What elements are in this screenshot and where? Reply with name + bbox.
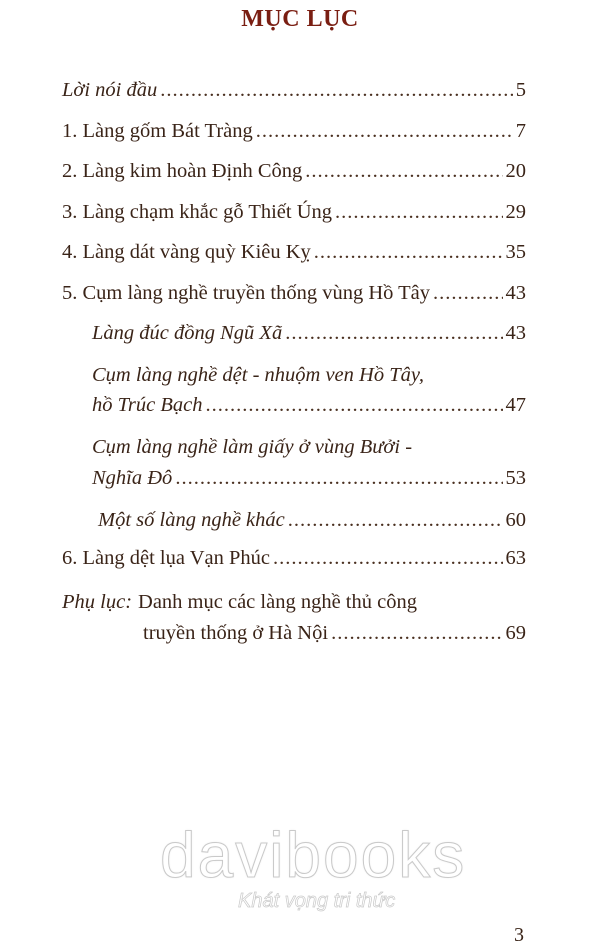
dot-leader — [256, 118, 513, 144]
toc-subentry-det-nhuom — [92, 362, 526, 418]
dot-leader — [433, 280, 502, 306]
toc-page-number: 35 — [505, 241, 526, 263]
toc-entry-title: 6. Làng dệt lụa Vạn Phúc — [62, 547, 270, 569]
appendix-label: Phụ lục: — [62, 591, 133, 613]
toc-page-number: 47 — [505, 394, 526, 416]
toc-entry-bat-trang — [62, 118, 526, 144]
toc-page-number: 5 — [515, 79, 526, 101]
toc-line — [98, 507, 526, 533]
toc-line-1 — [92, 362, 526, 388]
toc-entry-title-line1: Cụm làng nghề làm giấy ở vùng Bưởi - — [92, 436, 413, 458]
toc-subentry-khac — [98, 507, 526, 533]
toc-entry-title: 1. Làng gốm Bát Tràng — [62, 120, 253, 142]
toc-entry-preface — [62, 77, 526, 103]
toc-line — [62, 239, 526, 265]
toc-page-number: 7 — [515, 120, 526, 142]
toc-page-number: 43 — [505, 282, 526, 304]
toc-line-2 — [92, 465, 526, 491]
page-title: MỤC LỤC — [241, 6, 359, 32]
dot-leader — [285, 320, 502, 346]
toc-entry-title: Làng đúc đồng Ngũ Xã — [92, 322, 283, 344]
toc-line — [92, 320, 526, 346]
toc-entry-title-line1: Danh mục các làng nghề thủ công — [138, 591, 417, 613]
watermark-logo: davibooks — [160, 819, 467, 891]
toc-entry-title-line2: hồ Trúc Bạch — [92, 394, 203, 416]
toc-page-number: 43 — [505, 322, 526, 344]
toc-entry-title: 5. Cụm làng nghề truyền thống vùng Hồ Tây — [62, 282, 431, 304]
toc-line — [62, 545, 526, 571]
toc-entry-van-phuc — [62, 545, 526, 571]
toc-page-number: 63 — [505, 547, 526, 569]
dot-leader — [305, 158, 502, 184]
toc-entry-dinh-cong — [62, 158, 526, 184]
toc-entry-title: 2. Làng kim hoàn Định Công — [62, 160, 303, 182]
toc-line-2 — [92, 392, 526, 418]
toc-line-1 — [92, 434, 526, 460]
dot-leader — [175, 465, 502, 491]
toc-entry-title: 4. Làng dát vàng quỳ Kiêu Kỵ — [62, 241, 311, 263]
watermark-slogan: Khát vọng tri thức — [238, 890, 396, 912]
toc-entry-appendix — [62, 589, 526, 646]
toc-line-2 — [62, 620, 526, 646]
toc-entry-title-line2: truyền thống ở Hà Nội — [143, 622, 329, 644]
dot-leader — [160, 77, 513, 103]
toc-subentry-ngu-xa — [92, 320, 526, 346]
davibooks-watermark — [160, 819, 467, 930]
toc-page-number: 29 — [505, 201, 526, 223]
toc-subentry-giay-buoi — [92, 434, 526, 491]
toc-line — [62, 158, 526, 184]
toc-entry-kieu-ky — [62, 239, 526, 265]
dot-leader — [273, 545, 503, 571]
toc-line — [62, 77, 526, 103]
dot-leader — [314, 239, 503, 265]
toc-entry-title: Lời nói đầu — [62, 79, 158, 101]
toc-entry-title: Một số làng nghề khác — [98, 509, 285, 531]
toc-line — [62, 118, 526, 144]
toc-page-number: 53 — [505, 467, 526, 489]
toc-entry-title: 3. Làng chạm khắc gỗ Thiết Úng — [62, 201, 333, 223]
toc-entry-thiet-ung — [62, 199, 526, 225]
toc-line — [62, 199, 526, 225]
dot-leader — [288, 507, 503, 533]
dot-leader — [205, 392, 502, 418]
toc-page-number: 20 — [505, 160, 526, 182]
dot-leader — [331, 620, 502, 646]
dot-leader — [335, 199, 502, 225]
toc-entry-title-line1: Cụm làng nghề dệt - nhuộm ven Hồ Tây, — [92, 364, 424, 386]
toc-entry-title-line2: Nghĩa Đô — [92, 467, 173, 489]
toc-entry-ho-tay — [62, 280, 526, 306]
toc-page-number: 60 — [505, 509, 526, 531]
page-number: 3 — [514, 924, 524, 946]
toc-line — [62, 280, 526, 306]
toc-line-1 — [62, 589, 526, 615]
toc-page-number: 69 — [505, 622, 526, 644]
